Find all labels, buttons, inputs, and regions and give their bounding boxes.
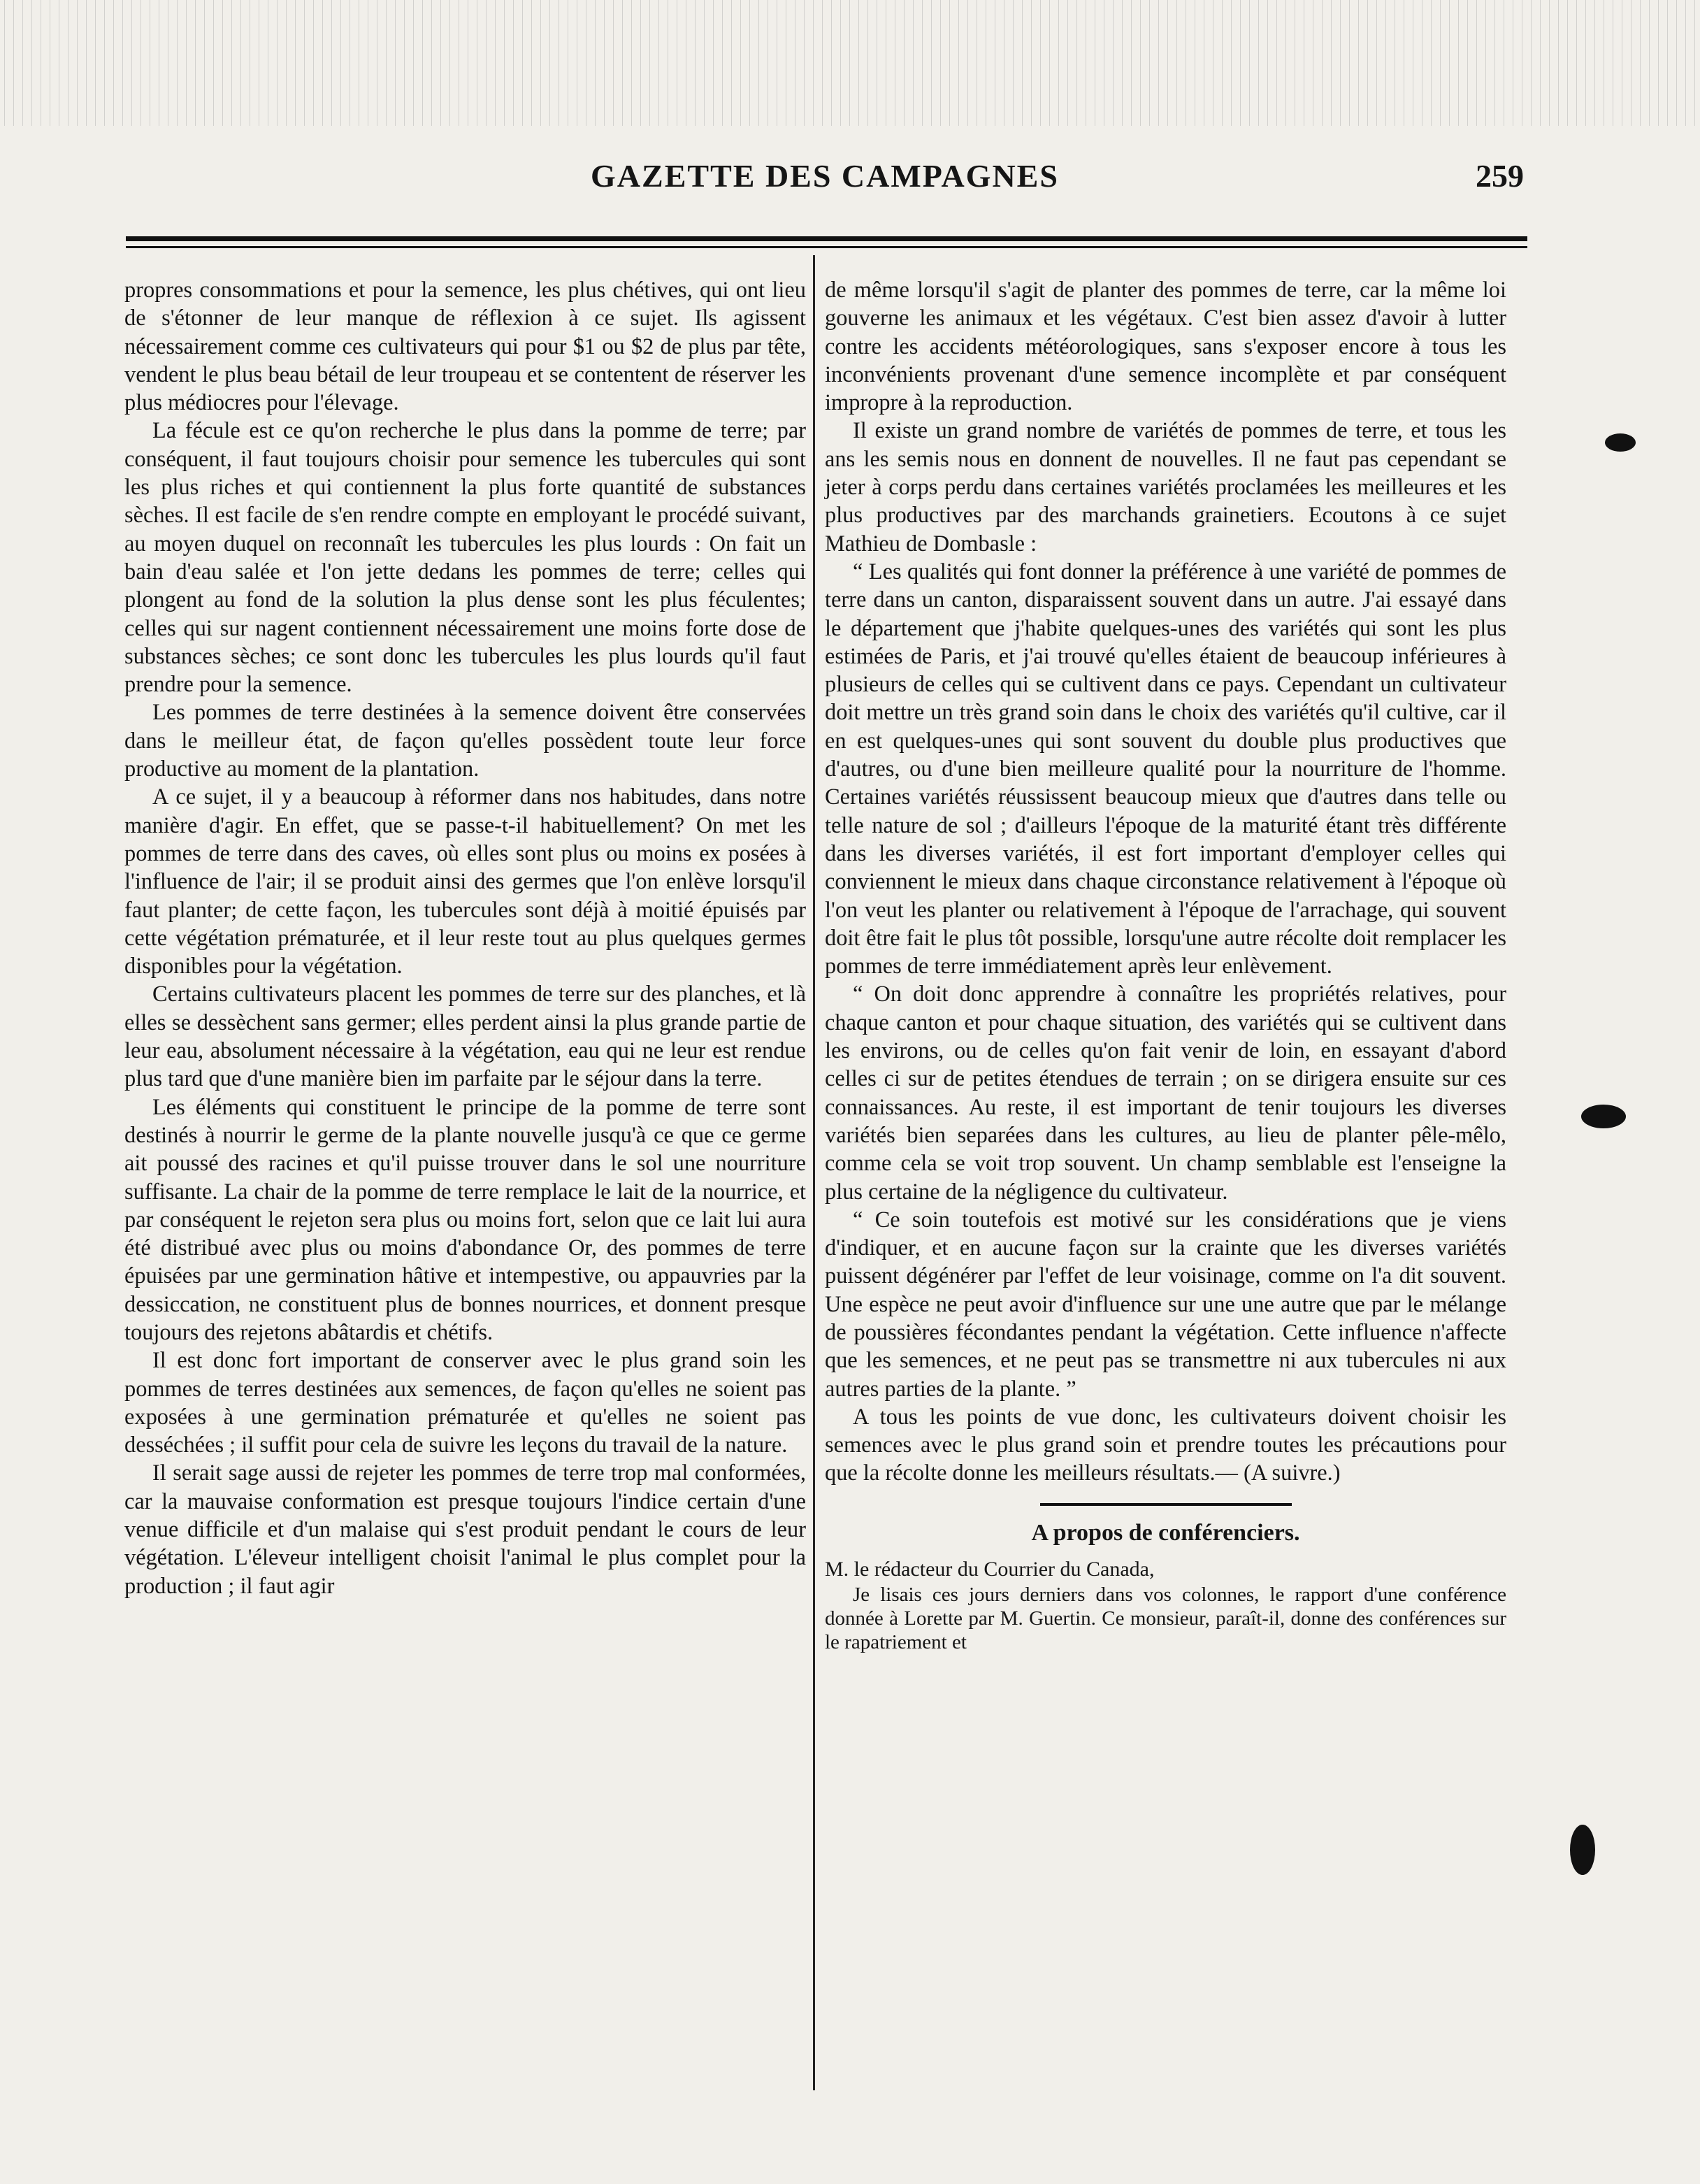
letter-body: Je lisais ces jours derniers dans vos colonnes, le rapport d'une conférence donnée à Lorette par M. Guertin. Ce monsieur, paraît-il, donne des conférences sur le rapatriement et [825, 1583, 1506, 1653]
paragraph: Certains cultivateurs placent les pommes de terre sur des planches, et là elles se dessèchent sans germer; elles perdent ainsi la plus grande partie de leur eau, absolument nécessaire à la végétation, eau qui ne leur est rendue plus tard que d'une manière bien im parfaite par le séjour dans la terre. [124, 982, 806, 1092]
ink-blot [1605, 433, 1636, 452]
right-column [825, 276, 1506, 1654]
paragraph: de même lorsqu'il s'agit de planter des pommes de terre, car la même loi gouverne les animaux et les végétaux. C'est bien assez d'avoir à lutter contre les accidents météorologiques, sans s'exposer encore à tous les inconvénients provenant d'une semence incomplète et par conséquent impropre à la reproduction. [825, 278, 1506, 416]
ink-blot [1570, 1825, 1595, 1875]
quote-paragraph: “ Ce soin toutefois est motivé sur les considérations que je viens d'indiquer, et en aucune façon sur la crainte que les diverses variétés puissent dégénérer par l'effet de leur voisinage, comme on l'a dit souvent. Une espèce ne peut avoir d'influence sur une une autre que par le mélange de poussières fécondantes pendant la végétation. Cette influence n'affecte que les semences, et ne peut pas se transmettre ni aux tubercules ni aux autres parties de la plante. ” [825, 1207, 1506, 1402]
header-rule-thick [126, 236, 1527, 241]
paragraph: Il serait sage aussi de rejeter les pommes de terre trop mal conformées, car la mauvaise conformation est presque toujours l'indice certain d'une venue difficile et d'un malaise qui s'est produit pendant le cours de leur végétation. L'éleveur intelligent choisit l'animal le plus complet pour la production ; il faut agir [124, 1460, 806, 1599]
paragraph: Les pommes de terre destinées à la semence doivent être conservées dans le meilleur état, de façon qu'elles possèdent toute leur force productive au moment de la plantation. [124, 700, 806, 782]
paragraph: Il est donc fort important de conserver avec le plus grand soin les pommes de terres destinées aux semences, de façon qu'elles ne soient pas exposées à une germination prématurée et qu'elles ne soient pas desséchées ; il suffit pour cela de suivre les leçons du travail de la nature. [124, 1348, 806, 1458]
section-rule [1040, 1503, 1292, 1506]
paragraph: A tous les points de vue donc, les cultivateurs doivent choisir les semences avec le plus grand soin et prendre toutes les précautions pour que la récolte donne les meilleurs résultats.— (A suivre.) [825, 1404, 1506, 1486]
paragraph: Les éléments qui constituent le principe de la pomme de terre sont destinés à nourrir le germe de la plante nouvelle jusqu'à ce que ce germe ait poussé des racines et qu'il puisse trouver dans le sol une nourriture suffisante. La chair de la pomme de terre remplace le lait de la nourrice, et par conséquent le rejeton sera plus ou moins fort, selon que ce lait lui aura été distribué avec plus ou moins d'abondance Or, des pommes de terre épuisées par une germination hâtive et intempestive, ou appauvries par la dessiccation, ne constituent plus de bonnes nourrices, et donnent presque toujours des rejetons abâtardis et chétifs. [124, 1094, 806, 1345]
header-rule-thin [126, 246, 1527, 248]
scan-noise [0, 0, 1700, 126]
paragraph: A ce sujet, il y a beaucoup à réformer dans nos habitudes, dans notre manière d'agir. En effet, que se passe-t-il habituellement? On met les pommes de terre dans des caves, où elles sont plus ou moins ex posées à l'influence de l'air; il se produit ainsi des germes que l'on enlève lorsqu'il faut planter; de cette façon, les tubercules sont déjà à moitié épuisés par cette végétation prématurée, et il leur reste tout au plus quelques germes disponibles pour la végétation. [124, 784, 806, 979]
page-header [126, 157, 1524, 199]
page-number: 259 [1476, 158, 1524, 194]
letter-address: M. le rédacteur du Courrier du Canada, [825, 1557, 1155, 1581]
publication-title: GAZETTE DES CAMPAGNES [591, 158, 1059, 194]
paragraph: Il existe un grand nombre de variétés de pommes de terre, et tous les ans les semis nous en donnent de nouvelles. Il ne faut pas cependant se jeter à corps perdu dans certaines variétés proclamées les meilleures et les plus productives par des marchands grainetiers. Ecoutons à ce sujet Mathieu de Dombasle : [825, 418, 1506, 556]
paragraph: propres consommations et pour la semence, les plus chétives, qui ont lieu de s'étonner de leur manque de réflexion à ce sujet. Ils agissent nécessairement comme ces cultivateurs qui pour $1 ou $2 de plus par tête, vendent le plus beau bétail de leur troupeau et se contentent de réserver les plus médiocres pour l'élevage. [124, 278, 806, 416]
section-title: A propos de conférenciers. [1031, 1519, 1300, 1546]
quote-paragraph: “ Les qualités qui font donner la préférence à une variété de pommes de terre dans un canton, disparaissent souvent dans un autre. J'ai essayé dans le département que j'habite quelques-unes des variétés qui sont les plus estimées de Paris, et j'ai trouvé qu'elles étaient de beaucoup inférieures à plusieurs de celles qui se cultivent dans ce pays. Cependant un cultivateur doit mettre un très grand soin dans le choix des variétés qu'il cultive, car il en est quelques-unes qui sont souvent du double plus productives que d'autres, ou d'une bien meilleure qualité pour la nourriture de l'homme. Certaines variétés réussissent beaucoup mieux que d'autres dans telle ou telle nature de sol ; d'ailleurs l'époque de la maturité étant très différente dans les diverses variétés, il est fort important d'employer celles qui conviennent le mieux dans chaque circonstance relativement à l'époque où l'on veut les planter ou relativement à l'époque de l'arrachage, qui souvent doit être fait le plus tôt possible, lorsqu'une autre récolte doit remplacer les pommes de terre immédiatement après leur enlèvement. [825, 559, 1506, 979]
ink-blot [1581, 1105, 1626, 1128]
left-column [124, 276, 806, 1600]
quote-paragraph: “ On doit donc apprendre à connaître les propriétés relatives, pour chaque canton et pour chaque situation, des variétés qui se cultivent dans les environs, ou de celles qu'on fait venir de loin, en essayant d'abord celles ci sur de petites étendues de terrain ; on se dirigera ensuite sur ces connaissances. Au reste, il est important de tenir toujours les diverses variétés bien separées dans les cultures, au lieu de planter pêle-mêlo, comme cela se voit trop souvent. Un champ semblable est l'enseigne la plus certaine de la négligence du cultivateur. [825, 982, 1506, 1205]
paragraph: La fécule est ce qu'on recherche le plus dans la pomme de terre; par conséquent, il faut toujours choisir pour semence les tubercules qui sont les plus riches et qui contiennent la plus forte quantité de substances sèches. Il est facile de s'en rendre compte en employant le procédé suivant, au moyen duquel on reconnaît les tubercules les plus lourds : On fait un bain d'eau salée et l'on jette dedans les pommes de terre; celles qui plongent au fond de la solution la plus dense sont les plus féculentes; celles qui sur nagent contiennent nécessairement une moins forte dose de substances sèches; ce sont donc les tubercules les plus lourds qu'il faut prendre pour la semence. [124, 418, 806, 698]
column-divider [813, 255, 815, 2090]
